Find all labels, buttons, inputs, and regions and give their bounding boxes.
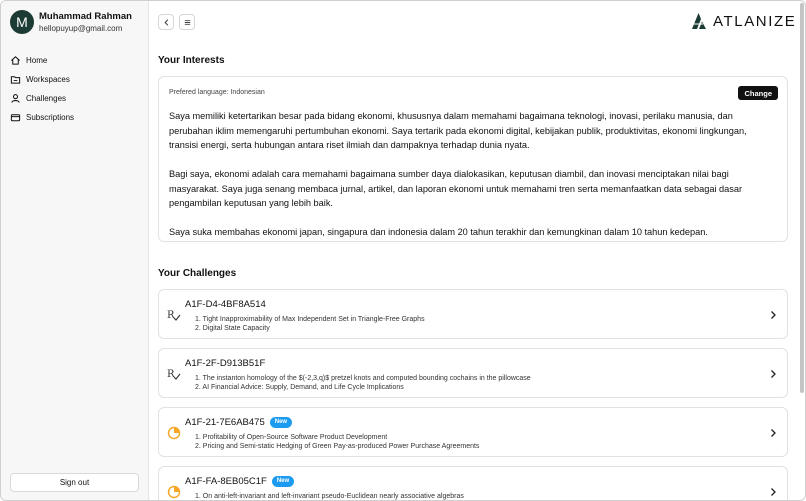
- interest-paragraph: Saya suka membahas ekonomi japan, singapura dan indonesia dalam 20 tahun terakhir dan kemungkinan dalam 10 tahun kedepan.: [169, 227, 708, 237]
- new-badge: New: [270, 417, 292, 428]
- avatar: M: [10, 10, 34, 34]
- sidebar-item-label: Challenges: [26, 94, 67, 103]
- review-icon: [167, 367, 181, 381]
- review-icon: [167, 308, 181, 322]
- change-button[interactable]: Change: [738, 86, 778, 100]
- user-email: hellopuyup@gmail.com: [39, 23, 123, 33]
- scrollbar[interactable]: [800, 3, 804, 498]
- challenges-title: Your Challenges: [158, 268, 237, 279]
- sidebar-nav: [10, 51, 142, 127]
- challenge-id: A1F-D4-4BF8A514: [185, 299, 266, 310]
- chevron-left-icon: [162, 18, 171, 27]
- sign-out-button[interactable]: Sign out: [10, 473, 139, 492]
- user-icon: [10, 93, 21, 104]
- sidebar: [1, 1, 149, 501]
- pending-icon: [167, 485, 181, 499]
- menu-icon: [183, 18, 192, 27]
- user-info: [39, 11, 132, 34]
- chevron-right-icon: [769, 369, 777, 379]
- chevron-right-icon: [769, 487, 777, 497]
- challenge-card[interactable]: [158, 348, 788, 398]
- interests-text: [169, 109, 774, 254]
- challenge-paper-2: 2. Pricing and Semi-static Hedging of Green Pay-as-produced Power Purchase Agreements: [195, 443, 480, 450]
- brand-name: ATLANIZE: [713, 12, 797, 30]
- back-button[interactable]: [158, 14, 174, 30]
- atlanize-logo-icon: [691, 12, 707, 30]
- svg-text:R: R: [167, 310, 175, 321]
- sidebar-item-label: Workspaces: [26, 75, 70, 84]
- interests-title: Your Interests: [158, 55, 225, 66]
- challenge-paper-1: 1. The instanton homology of the $(-2,3,q)$ pretzel knots and computed bounding cochains in the pillowcase: [195, 375, 531, 382]
- menu-button[interactable]: [179, 14, 195, 30]
- brand-logo[interactable]: [691, 12, 796, 30]
- sidebar-item-label: Home: [26, 56, 48, 65]
- challenge-paper-1: 1. Profitability of Open-Source Software Product Development: [195, 434, 388, 441]
- challenge-id: A1F-FA-8EB05C1F: [185, 476, 267, 487]
- challenge-card[interactable]: [158, 289, 788, 339]
- toolbar: [158, 14, 200, 30]
- chevron-right-icon: [769, 428, 777, 438]
- interest-paragraph: Bagi saya, ekonomi adalah cara memahami bagaimana sumber daya dialokasikan, keputusan diambil, dan inovasi menciptakan nilai bagi masyarakat. Saya juga senang membaca jurnal, artikel, dan laporan ekonomi untuk memahami tren serta memanfaatkan data sebagai dasar pengambilan keputusan yang lebih baik.: [169, 169, 743, 208]
- sidebar-item-label: Subscriptions: [26, 113, 75, 122]
- challenge-card[interactable]: [158, 407, 788, 457]
- challenge-id: A1F-21-7E6AB475: [185, 417, 265, 428]
- challenge-paper-2: 2. AI Financial Advice: Supply, Demand, and Life Cycle Implications: [195, 384, 404, 391]
- preferred-language: Prefered language: Indonesian: [169, 89, 265, 96]
- chevron-right-icon: [769, 310, 777, 320]
- challenge-card[interactable]: [158, 466, 788, 501]
- sidebar-item-subscriptions[interactable]: [10, 108, 142, 127]
- home-icon: [10, 55, 21, 66]
- challenge-id: A1F-2F-D913B51F: [185, 358, 266, 369]
- challenge-paper-2: 2. Digital State Capacity: [195, 325, 270, 332]
- new-badge: New: [272, 476, 294, 487]
- user-profile[interactable]: [10, 10, 132, 34]
- pending-icon: [167, 426, 181, 440]
- sidebar-item-challenges[interactable]: [10, 89, 142, 108]
- svg-text:R: R: [167, 369, 175, 380]
- sidebar-item-home[interactable]: [10, 51, 142, 70]
- interests-card: [158, 76, 788, 242]
- challenge-paper-1: 1. On anti-left-invariant and left-invariant pseudo-Euclidean nearly associative algebras: [195, 493, 464, 500]
- card-icon: [10, 112, 21, 123]
- user-name: Muhammad Rahman: [39, 10, 132, 22]
- folder-icon: [10, 74, 21, 85]
- challenge-paper-1: 1. Tight Inapproximability of Max Independent Set in Triangle-Free Graphs: [195, 316, 425, 323]
- interest-paragraph: Saya memiliki ketertarikan besar pada bidang ekonomi, khususnya dalam memahami bagaimana teknologi, inovasi, perilaku manusia, dan perubahan iklim memengaruhi pertumbuhan ekonomi. Saya tertarik pada ekonomi digital, kebijakan publik, produktivitas, ekonomi lingkungan, transisi energi, serta hubungan antara riset ilmiah dan dampaknya terhadap dunia nyata.: [169, 111, 747, 150]
- sidebar-item-workspaces[interactable]: [10, 70, 142, 89]
- scrollbar-thumb[interactable]: [800, 3, 804, 393]
